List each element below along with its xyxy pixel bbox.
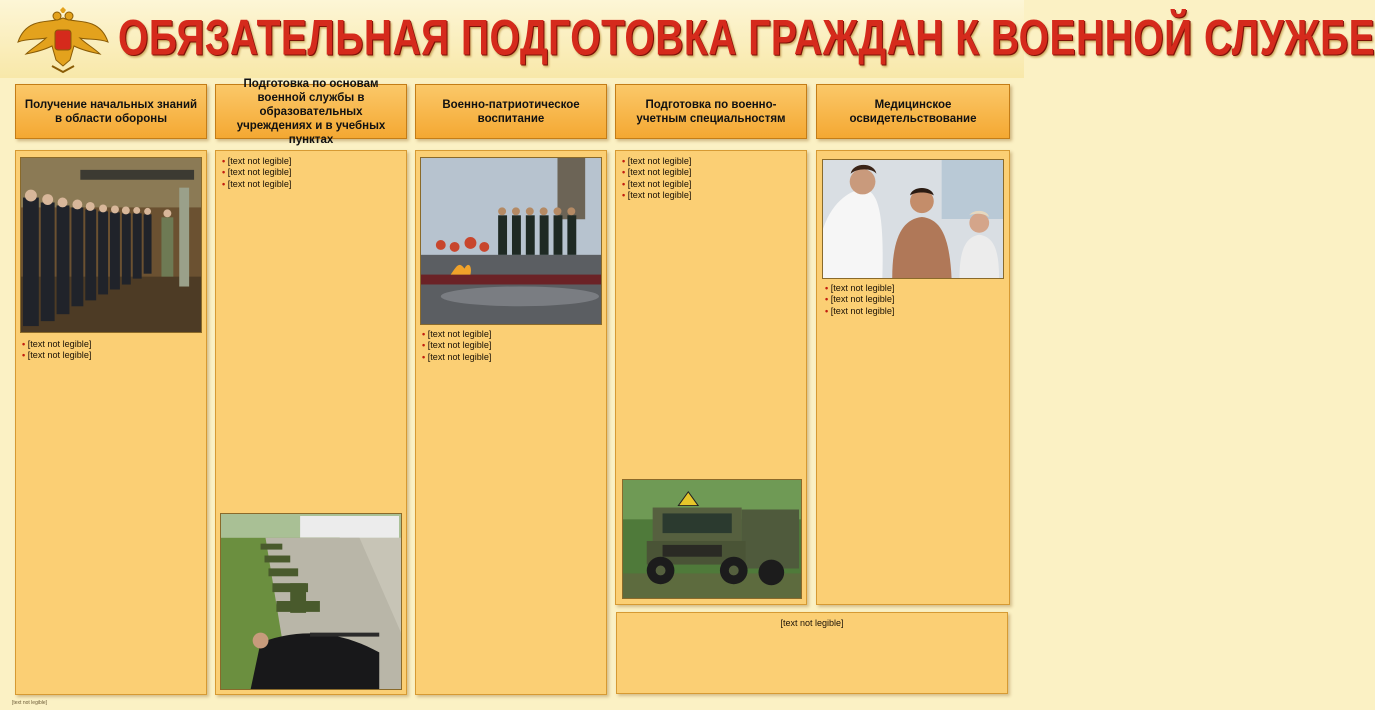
eagle-emblem-icon	[14, 8, 112, 74]
column-heading-specialties: Подготовка по военно-учетным специальностям	[615, 84, 807, 139]
panel-defense	[15, 150, 207, 695]
column-heading-medical: Медицинское освидетельствование	[816, 84, 1010, 139]
publisher-footer: [text not legible]	[12, 700, 48, 706]
page-title: ОБЯЗАТЕЛЬНАЯ ПОДГОТОВКА ГРАЖДАН К ВОЕННОЙ СЛУЖБЕ	[118, 10, 1375, 66]
photo-medical-exam	[822, 159, 1004, 279]
paragraph: [text not legible]	[627, 178, 692, 189]
photo-shooting-range	[220, 513, 402, 690]
paragraph: [text not legible]	[227, 178, 292, 189]
panel-military-basics	[215, 150, 407, 695]
paragraph: [text not legible]	[27, 350, 92, 361]
paragraph: [text not legible]	[627, 189, 692, 200]
paragraph: [text not legible]	[427, 351, 492, 362]
header-bar	[0, 0, 1375, 78]
paragraph: [text not legible]	[227, 156, 292, 166]
paragraph: [text not legible]	[27, 339, 92, 349]
photo-military-truck	[622, 479, 802, 599]
paragraph: [text not legible]	[830, 294, 895, 305]
panel-defense-text: • [text not legible] • [text not legible]	[22, 339, 92, 361]
photo-museum-class	[20, 157, 202, 333]
column-heading-military-basics: Подготовка по основам военной службы в образовательных учреждениях и в учебных пунктах	[215, 84, 407, 139]
panel-military-basics-text: • [text not legible] • [text not legible] • [text not legible]	[222, 156, 292, 189]
paragraph: [text not legible]	[830, 305, 895, 316]
panel-specialties	[615, 150, 807, 605]
panel-patriotic	[415, 150, 607, 695]
column-heading-patriotic: Военно-патриотическое воспитание	[415, 84, 607, 139]
paragraph: [text not legible]	[427, 340, 492, 351]
paragraph: [text not legible]	[227, 167, 292, 178]
panel-medical-text: • [text not legible] • [text not legible] • [text not legible]	[825, 283, 895, 316]
paragraph: [text not legible]	[627, 167, 692, 178]
panel-medical	[816, 150, 1010, 605]
panel-patriotic-text: • [text not legible] • [text not legible] • [text not legible]	[422, 329, 492, 362]
panel-specialties-text: • [text not legible] • [text not legible] • [text not legible] • [text not legible]	[622, 156, 692, 200]
legal-basis-note	[616, 612, 1008, 694]
paragraph: [text not legible]	[627, 156, 692, 166]
paragraph: [text not legible]	[427, 329, 492, 339]
paragraph: [text not legible]	[830, 283, 895, 293]
column-heading-defense: Получение начальных знаний в области обороны	[15, 84, 207, 139]
photo-eternal-flame-memorial	[420, 157, 602, 325]
legal-basis-text: [text not legible]	[780, 618, 844, 628]
